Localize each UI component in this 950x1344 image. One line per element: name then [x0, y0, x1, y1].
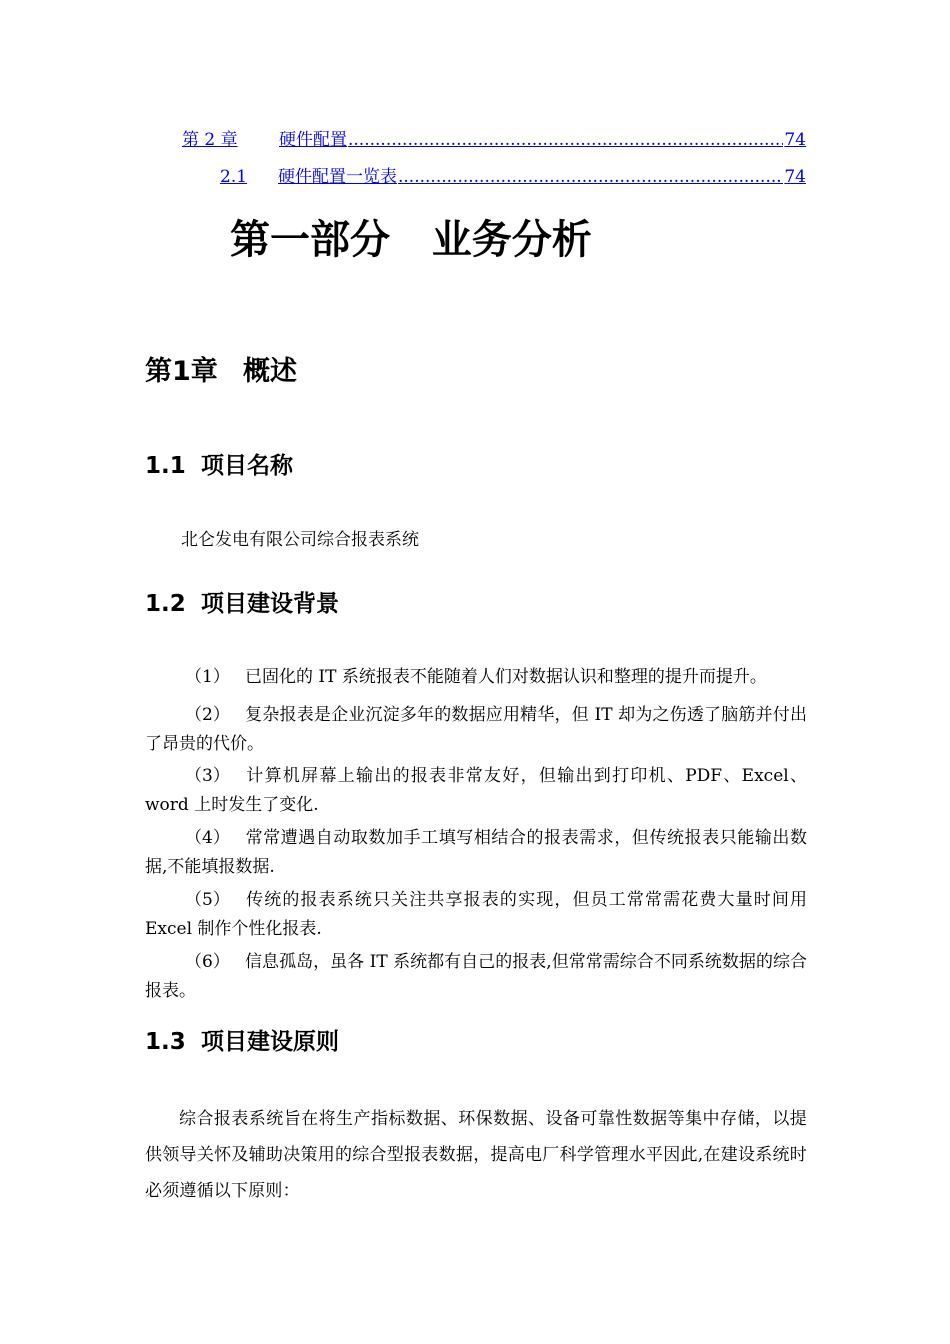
chapter-heading [145, 349, 297, 388]
toc-leader-dots [398, 167, 783, 187]
background-item [145, 701, 807, 759]
toc-leader-dots [348, 130, 783, 150]
toc-entry-page: 74 [784, 130, 806, 150]
list-marker: （2） [185, 705, 230, 725]
toc-entry-title: 硬件配置 [279, 130, 347, 150]
section-heading-1-2 [145, 585, 339, 618]
section-number: 1.2 [145, 591, 186, 617]
chapter-number: 第1章 [145, 356, 218, 387]
section-number: 1.3 [145, 1029, 186, 1055]
toc-entry-number: 第 2 章 [182, 130, 238, 150]
section-title: 项目建设背景 [201, 591, 339, 617]
list-item-text: 信息孤岛，虽各 IT 系统都有自己的报表,但常常需综合不同系统数据的综合报表。 [145, 952, 807, 1001]
section-number: 1.1 [145, 453, 186, 479]
list-item-text: 常常遭遇自动取数加手工填写相结合的报表需求，但传统报表只能输出数据,不能填报数据. [145, 828, 807, 877]
section-title: 项目建设原则 [201, 1029, 339, 1055]
list-item-text: 传统的报表系统只关注共享报表的实现，但员工常常需花费大量时间用 Excel 制作个性化报表. [145, 890, 807, 939]
section-heading-1-1 [145, 447, 293, 480]
list-item-text: 计算机屏幕上输出的报表非常友好，但输出到打印机、PDF、Excel、word 上时发生了变化. [145, 766, 807, 815]
toc-entry-number: 2.1 [220, 167, 248, 187]
section-title: 项目名称 [201, 453, 293, 479]
list-item-text: 复杂报表是企业沉淀多年的数据应用精华，但 IT 却为之伤透了脑筋并付出了昂贵的代价。 [145, 705, 807, 754]
list-marker: （6） [185, 952, 230, 972]
background-item [145, 762, 807, 820]
background-item [145, 824, 807, 882]
background-item [145, 663, 807, 692]
list-marker: （3） [185, 766, 230, 786]
toc-entry-chapter-2[interactable] [182, 125, 806, 150]
list-marker: （5） [185, 890, 230, 910]
background-item [145, 948, 807, 1006]
principle-paragraph: 综合报表系统旨在将生产指标数据、环保数据、设备可靠性数据等集中存储，以提供领导关怀及辅助决策用的综合型报表数据，提高电厂科学管理水平因此,在建设系统时必须遵循以下原则： [145, 1109, 807, 1201]
chapter-title: 概述 [243, 356, 297, 387]
list-marker: （1） [185, 667, 230, 687]
list-item-text: 已固化的 IT 系统报表不能随着人们对数据认识和整理的提升而提升。 [245, 667, 767, 687]
section-heading-1-3 [145, 1023, 339, 1056]
project-name-text: 北仑发电有限公司综合报表系统 [181, 530, 419, 550]
toc-entry-section-2-1[interactable] [220, 162, 806, 187]
toc-entry-page: 74 [784, 167, 806, 187]
list-marker: （4） [185, 828, 230, 848]
background-item [145, 886, 807, 944]
part-title: 第一部分 业务分析 [230, 217, 592, 263]
toc-entry-title: 硬件配置一览表 [278, 167, 397, 187]
